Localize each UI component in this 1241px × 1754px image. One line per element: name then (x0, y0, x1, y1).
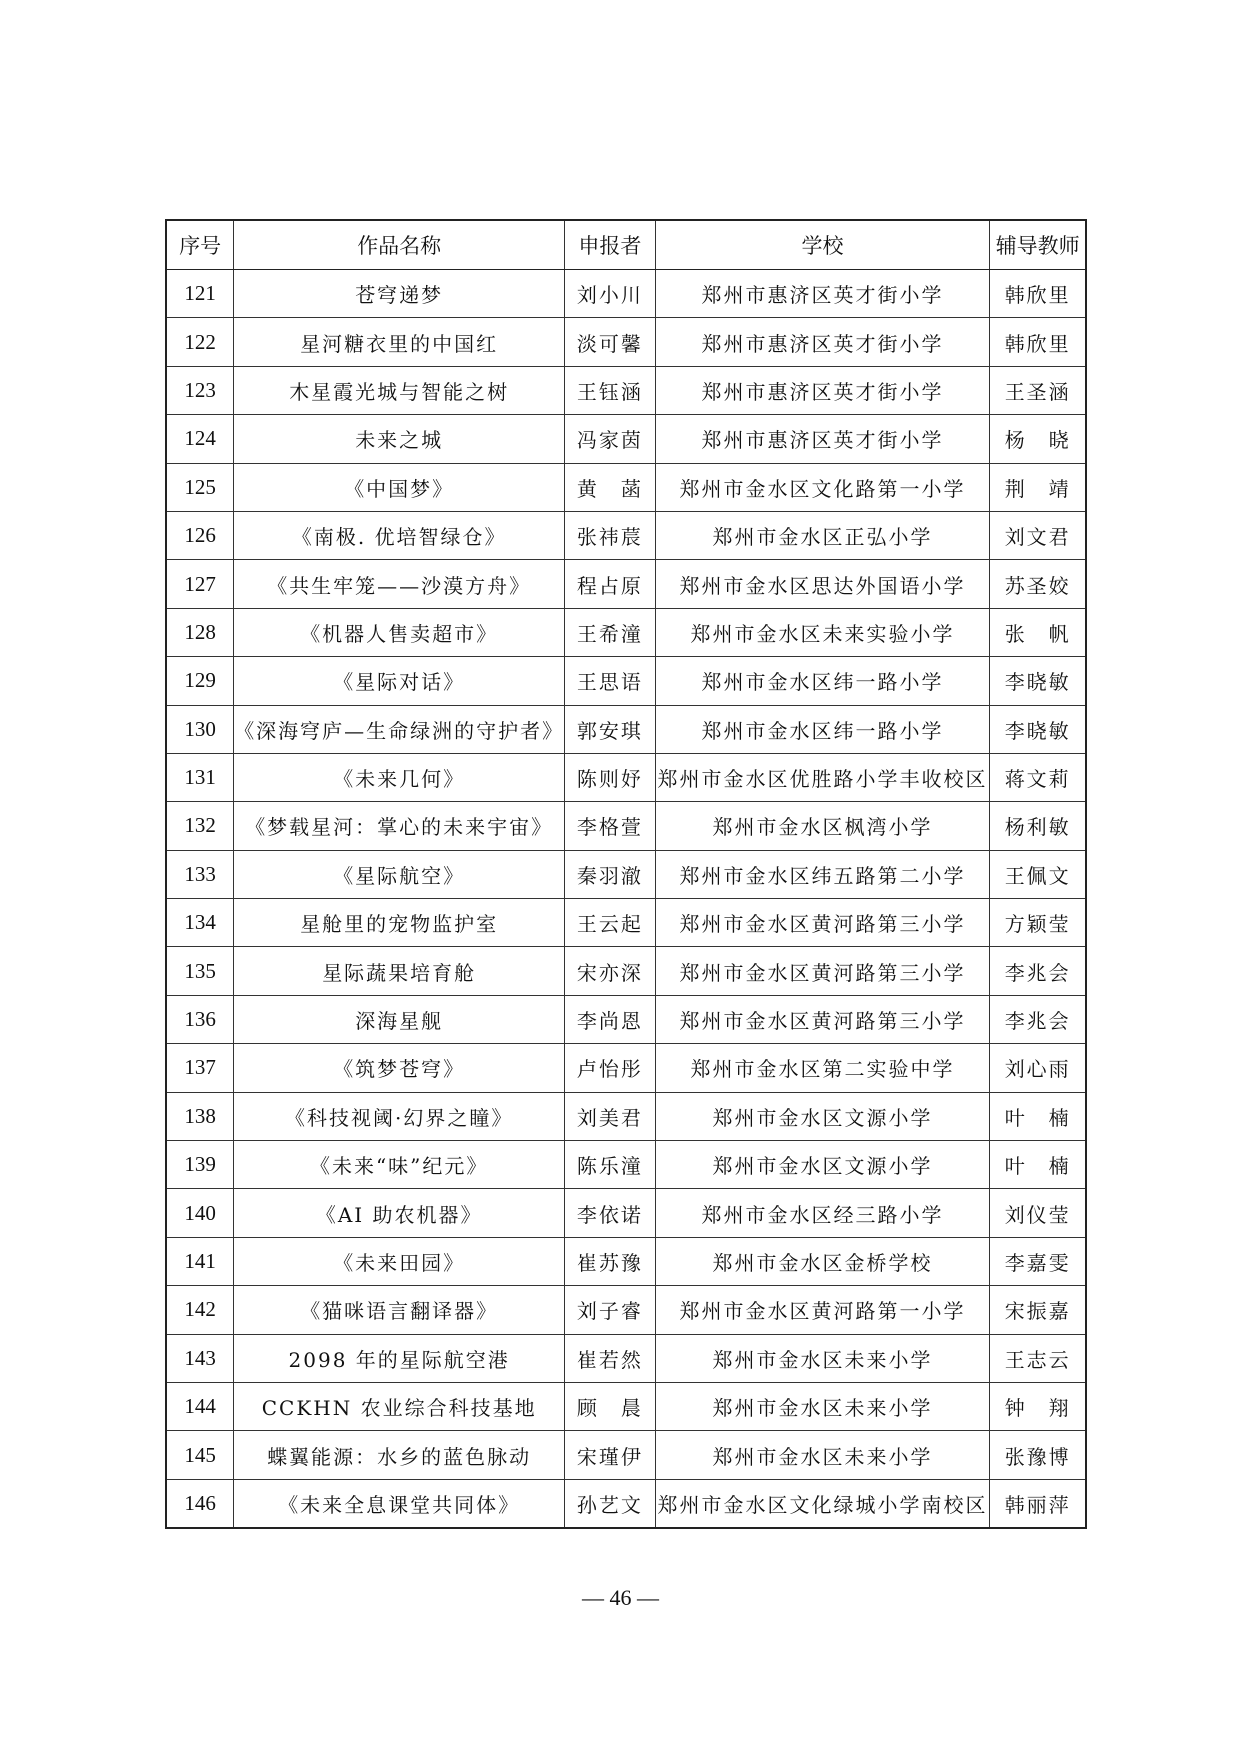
work-title: 《共生牢笼——沙漠方舟》 (234, 560, 565, 608)
school: 郑州市金水区文化绿城小学南校区 (655, 1479, 990, 1528)
school: 郑州市金水区未来小学 (655, 1334, 990, 1382)
table-row (166, 1431, 1086, 1479)
work-title: 《科技视阈·幻界之瞳》 (234, 1092, 565, 1140)
teacher: 刘心雨 (990, 1044, 1086, 1092)
row-index: 133 (166, 850, 234, 898)
work-title: 《梦载星河：掌心的未来宇宙》 (234, 802, 565, 850)
row-index: 131 (166, 753, 234, 801)
row-index: 140 (166, 1189, 234, 1237)
school: 郑州市金水区金桥学校 (655, 1237, 990, 1285)
work-title: 《未来“味”纪元》 (234, 1141, 565, 1189)
table-header-row (166, 220, 1086, 270)
work-title: 《筑梦苍穹》 (234, 1044, 565, 1092)
work-title: 星河糖衣里的中国红 (234, 318, 565, 366)
teacher: 李兆会 (990, 947, 1086, 995)
work-title: 《中国梦》 (234, 463, 565, 511)
applicant: 崔若然 (565, 1334, 655, 1382)
header-school: 学校 (655, 220, 990, 270)
applicant: 宋亦深 (565, 947, 655, 995)
school: 郑州市金水区未来实验小学 (655, 608, 990, 656)
row-index: 124 (166, 415, 234, 463)
row-index: 144 (166, 1382, 234, 1430)
applicant: 淡可馨 (565, 318, 655, 366)
header-work-title: 作品名称 (234, 220, 565, 270)
table-row (166, 1334, 1086, 1382)
school: 郑州市金水区黄河路第一小学 (655, 1286, 990, 1334)
page-number: — 46 — (582, 1585, 659, 1610)
applicant: 王思语 (565, 657, 655, 705)
applicant: 张祎莀 (565, 511, 655, 559)
teacher: 钟 翔 (990, 1382, 1086, 1430)
teacher: 王志云 (990, 1334, 1086, 1382)
school: 郑州市金水区优胜路小学丰收校区 (655, 753, 990, 801)
table-row (166, 608, 1086, 656)
school: 郑州市金水区黄河路第三小学 (655, 995, 990, 1043)
school: 郑州市惠济区英才街小学 (655, 415, 990, 463)
work-title: 2098 年的星际航空港 (234, 1334, 565, 1382)
work-title: 木星霞光城与智能之树 (234, 366, 565, 414)
row-index: 125 (166, 463, 234, 511)
applicant: 李依诺 (565, 1189, 655, 1237)
teacher: 王圣涵 (990, 366, 1086, 414)
teacher: 蒋文莉 (990, 753, 1086, 801)
applicant: 顾 晨 (565, 1382, 655, 1430)
table-row (166, 802, 1086, 850)
teacher: 韩丽萍 (990, 1479, 1086, 1528)
applicant: 程占原 (565, 560, 655, 608)
row-index: 127 (166, 560, 234, 608)
row-index: 130 (166, 705, 234, 753)
teacher: 刘文君 (990, 511, 1086, 559)
table-row (166, 995, 1086, 1043)
school: 郑州市金水区未来小学 (655, 1431, 990, 1479)
row-index: 141 (166, 1237, 234, 1285)
work-title: 《猫咪语言翻译器》 (234, 1286, 565, 1334)
school: 郑州市金水区经三路小学 (655, 1189, 990, 1237)
school: 郑州市金水区枫湾小学 (655, 802, 990, 850)
work-title: 《深海穹庐—生命绿洲的守护者》 (234, 705, 565, 753)
table-row (166, 657, 1086, 705)
school: 郑州市金水区正弘小学 (655, 511, 990, 559)
teacher: 李晓敏 (990, 657, 1086, 705)
header-applicant: 申报者 (565, 220, 655, 270)
teacher: 刘仪莹 (990, 1189, 1086, 1237)
work-title: 《未来全息课堂共同体》 (234, 1479, 565, 1528)
work-title: 《机器人售卖超市》 (234, 608, 565, 656)
row-index: 139 (166, 1141, 234, 1189)
school: 郑州市惠济区英才街小学 (655, 318, 990, 366)
row-index: 143 (166, 1334, 234, 1382)
teacher: 张豫博 (990, 1431, 1086, 1479)
applicant: 王希潼 (565, 608, 655, 656)
work-title: 苍穹递梦 (234, 270, 565, 318)
applicant: 孙艺文 (565, 1479, 655, 1528)
header-teacher: 辅导教师 (990, 220, 1086, 270)
teacher: 叶 楠 (990, 1092, 1086, 1140)
work-title: 星际蔬果培育舱 (234, 947, 565, 995)
table-row (166, 1141, 1086, 1189)
applicant: 黄 菡 (565, 463, 655, 511)
table-row (166, 1382, 1086, 1430)
applicant: 陈乐潼 (565, 1141, 655, 1189)
table-row (166, 1044, 1086, 1092)
work-title: 《星际航空》 (234, 850, 565, 898)
table-row (166, 511, 1086, 559)
teacher: 李晓敏 (990, 705, 1086, 753)
row-index: 123 (166, 366, 234, 414)
applicant: 崔苏豫 (565, 1237, 655, 1285)
work-title: 《AI 助农机器》 (234, 1189, 565, 1237)
applicant: 李尚恩 (565, 995, 655, 1043)
applicant: 郭安琪 (565, 705, 655, 753)
teacher: 叶 楠 (990, 1141, 1086, 1189)
table-row (166, 753, 1086, 801)
row-index: 128 (166, 608, 234, 656)
school: 郑州市金水区纬一路小学 (655, 705, 990, 753)
table-row (166, 415, 1086, 463)
row-index: 137 (166, 1044, 234, 1092)
work-title: 蝶翼能源：水乡的蓝色脉动 (234, 1431, 565, 1479)
header-index: 序号 (166, 220, 234, 270)
table-row (166, 899, 1086, 947)
award-table (165, 219, 1087, 1529)
table-row (166, 1189, 1086, 1237)
table-row (166, 947, 1086, 995)
row-index: 129 (166, 657, 234, 705)
teacher: 杨 晓 (990, 415, 1086, 463)
teacher: 李兆会 (990, 995, 1086, 1043)
table-row (166, 560, 1086, 608)
row-index: 142 (166, 1286, 234, 1334)
applicant: 冯家茵 (565, 415, 655, 463)
table-row (166, 318, 1086, 366)
school: 郑州市金水区思达外国语小学 (655, 560, 990, 608)
school: 郑州市金水区文化路第一小学 (655, 463, 990, 511)
teacher: 李嘉雯 (990, 1237, 1086, 1285)
applicant: 李格萱 (565, 802, 655, 850)
work-title: 《星际对话》 (234, 657, 565, 705)
row-index: 138 (166, 1092, 234, 1140)
row-index: 146 (166, 1479, 234, 1528)
teacher: 苏圣姣 (990, 560, 1086, 608)
row-index: 121 (166, 270, 234, 318)
school: 郑州市金水区纬五路第二小学 (655, 850, 990, 898)
applicant: 刘美君 (565, 1092, 655, 1140)
table-row (166, 1286, 1086, 1334)
school: 郑州市金水区文源小学 (655, 1141, 990, 1189)
teacher: 王佩文 (990, 850, 1086, 898)
row-index: 122 (166, 318, 234, 366)
applicant: 刘子睿 (565, 1286, 655, 1334)
row-index: 135 (166, 947, 234, 995)
school: 郑州市金水区文源小学 (655, 1092, 990, 1140)
row-index: 136 (166, 995, 234, 1043)
school: 郑州市金水区未来小学 (655, 1382, 990, 1430)
work-title: 《未来田园》 (234, 1237, 565, 1285)
teacher: 方颖莹 (990, 899, 1086, 947)
school: 郑州市惠济区英才街小学 (655, 270, 990, 318)
row-index: 132 (166, 802, 234, 850)
table-row (166, 1092, 1086, 1140)
row-index: 126 (166, 511, 234, 559)
applicant: 卢怡彤 (565, 1044, 655, 1092)
teacher: 宋振嘉 (990, 1286, 1086, 1334)
work-title: 未来之城 (234, 415, 565, 463)
table-row (166, 1237, 1086, 1285)
work-title: 《南极. 优培智绿仓》 (234, 511, 565, 559)
table-row (166, 463, 1086, 511)
applicant: 王钰涵 (565, 366, 655, 414)
teacher: 荆 靖 (990, 463, 1086, 511)
work-title: 深海星舰 (234, 995, 565, 1043)
applicant: 王云起 (565, 899, 655, 947)
work-title: 星舱里的宠物监护室 (234, 899, 565, 947)
teacher: 韩欣里 (990, 318, 1086, 366)
table-row (166, 1479, 1086, 1528)
table-row (166, 705, 1086, 753)
teacher: 杨利敏 (990, 802, 1086, 850)
applicant: 陈则妤 (565, 753, 655, 801)
school: 郑州市金水区黄河路第三小学 (655, 899, 990, 947)
applicant: 刘小川 (565, 270, 655, 318)
teacher: 韩欣里 (990, 270, 1086, 318)
row-index: 145 (166, 1431, 234, 1479)
school: 郑州市金水区纬一路小学 (655, 657, 990, 705)
table-row (166, 366, 1086, 414)
work-title: CCKHN 农业综合科技基地 (234, 1382, 565, 1430)
school: 郑州市惠济区英才街小学 (655, 366, 990, 414)
table-row (166, 270, 1086, 318)
applicant: 宋瑾伊 (565, 1431, 655, 1479)
work-title: 《未来几何》 (234, 753, 565, 801)
school: 郑州市金水区第二实验中学 (655, 1044, 990, 1092)
table-row (166, 850, 1086, 898)
teacher: 张 帆 (990, 608, 1086, 656)
school: 郑州市金水区黄河路第三小学 (655, 947, 990, 995)
row-index: 134 (166, 899, 234, 947)
applicant: 秦羽澈 (565, 850, 655, 898)
